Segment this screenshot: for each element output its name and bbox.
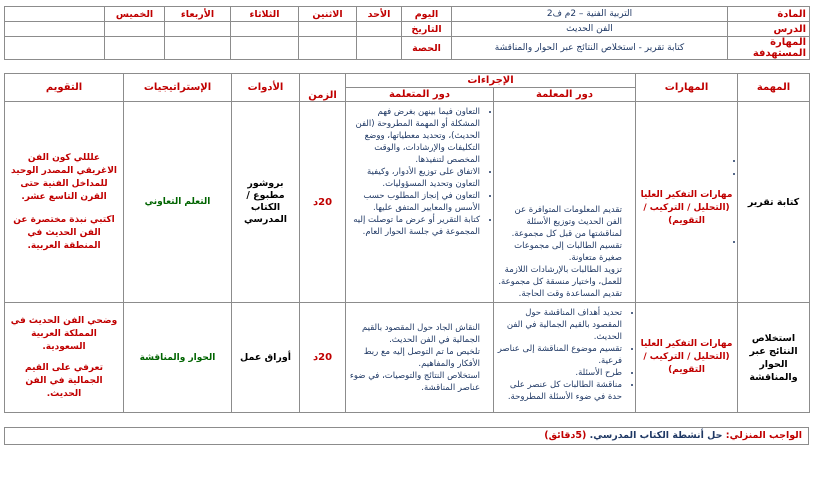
skills-cell [636, 102, 738, 303]
col-evaluation: التقويم [5, 74, 124, 102]
table-row [5, 303, 810, 413]
homework-text: حل أنشطة الكتاب المدرسي. [589, 430, 723, 441]
day-tuesday: الثلاثاء [231, 7, 299, 22]
list-item: تلخيص ما تم التوصل إليه مع ربط الأفكار والمفاهيم. [363, 346, 481, 369]
procedures-table [4, 73, 810, 413]
list-item: تقديم المعلومات المتوافرة عن الفن الحديث وتوزيع الأسئلة لمناقشتها من قبل كل مجموعة. [511, 205, 623, 239]
task-cell: استخلاص النتائج عبر الحوار والمناقشة [738, 303, 810, 413]
day-sunday: الأحد [357, 7, 402, 22]
col-tools: الأدوات [232, 74, 300, 102]
strategy-cell: التعلم التعاوني [124, 102, 232, 303]
list-item: تقديم المساعدة وقت الحاجة. [518, 289, 623, 299]
empty-cell [5, 7, 105, 22]
time-cell: 20د [300, 303, 346, 413]
evaluation-question: علللي كون الفن الاغريقي المصدر الوحيد للمداخل الفنية حتى القرن التاسع عشر. [11, 152, 117, 202]
evaluation-question: تعرفي على القيم الجمالية في الفن الحديث. [25, 362, 103, 399]
skills-cell [636, 303, 738, 413]
list-item: النقاش الجاد حول المقصود بالقيم الجمالية في الفن الحديث. [362, 322, 481, 345]
student-role-cell [346, 303, 494, 413]
skills-text: مهارات التفكير العليا (التحليل / التركيب / التقويم) [640, 190, 733, 226]
header-table [4, 6, 810, 60]
homework-bar [4, 427, 809, 445]
col-student-role: دور المتعلمة [346, 88, 494, 102]
evaluation-question: وضحي الفن الحديث في المملكة العربية السعودية. [10, 315, 118, 352]
lesson-label: الدرس [728, 22, 810, 37]
lesson-value: الفن الحديث [452, 22, 728, 37]
task-cell: كتابة تقرير [738, 102, 810, 303]
list-item: تقسيم الطالبات إلى مجموعات صغيرة متعاونة. [514, 241, 623, 263]
col-procedures: الإجراءات [346, 74, 636, 88]
col-strategies: الإستراتيجيات [124, 74, 232, 102]
target-skill-value: كتابة تقرير - استخلاص النتائج عبر الحوار والمناقشة [452, 37, 728, 60]
evaluation-cell [5, 102, 124, 303]
col-task: المهمة [738, 74, 810, 102]
homework-label: الواجب المنزلي: [725, 430, 802, 441]
list-item: • التعاون فيما بينهن بغرض فهم المشكلة أو المهمة المطروحة (الفن الحديث)، وتحديد معطياتها، ووضع التكليفات والإرشادات، والوقت المخصص لتنفيذها. [349, 106, 480, 166]
list-item: • كتابة التقرير أو عرض ما توصلت إليه المجموعة في جلسة الحوار العام. [349, 214, 480, 238]
tools-cell: أوراق عمل [232, 303, 300, 413]
student-role-cell [346, 102, 494, 303]
day-thursday: الخميس [105, 7, 165, 22]
list-item: • الاتفاق على توزيع الأدوار، وكيفية التعاون وتحديد المسؤوليات. [349, 166, 480, 190]
strategy-cell: الحوار والمناقشة [124, 303, 232, 413]
day-monday: الاثنين [299, 7, 357, 22]
col-time: الزمن [300, 74, 346, 102]
col-skills: المهارات [636, 74, 738, 102]
list-item: استخلاص النتائج والتوصيات، في ضوء عناصر المناقشة. [349, 370, 481, 393]
teacher-role-cell [494, 102, 636, 303]
day-label: اليوم [402, 7, 452, 22]
day-wednesday: الأربعاء [165, 7, 231, 22]
target-skill-label: المهارة المستهدفة [728, 37, 810, 60]
list-item: • تحديد أهداف المناقشة حول المقصود بالقيم الجمالية في الفن الحديث. [497, 307, 622, 343]
subject-value: التربية الفنية – 2م ف2 [452, 7, 728, 22]
subject-label: المادة [728, 7, 810, 22]
date-label: التاريخ [402, 22, 452, 37]
teacher-role-cell [494, 303, 636, 413]
skills-text: مهارات التفكير العليا (التحليل / التركيب / التقويم) [640, 339, 733, 375]
homework-duration: (5دقائق) [544, 430, 587, 441]
time-cell: 20د [300, 102, 346, 303]
evaluation-question: اكتبي نبذة مختصرة عن الفن الحديث في المنطقة العربية. [13, 214, 115, 251]
period-label: الحصة [402, 37, 452, 60]
evaluation-cell [5, 303, 124, 413]
list-item: تزويد الطالبات بالإرشادات اللازمة للعمل، واختيار منسقة كل مجموعة. [498, 265, 623, 287]
list-item: • تقسيم موضوع المناقشة إلى عناصر فرعية. [497, 343, 622, 367]
tools-cell: بروشور مطبوع / الكتاب المدرسي [232, 102, 300, 303]
list-item: • مناقشة الطالبات كل عنصر على حدة في ضوء الأسئلة المطروحة. [497, 379, 622, 403]
table-row [5, 102, 810, 303]
list-item: • التعاون في إنجاز المطلوب حسب الأسس والمعايير المتفق عليها. [349, 190, 480, 214]
list-item: • طرح الأسئلة. [497, 367, 622, 379]
col-teacher-role: دور المعلمة [494, 88, 636, 102]
